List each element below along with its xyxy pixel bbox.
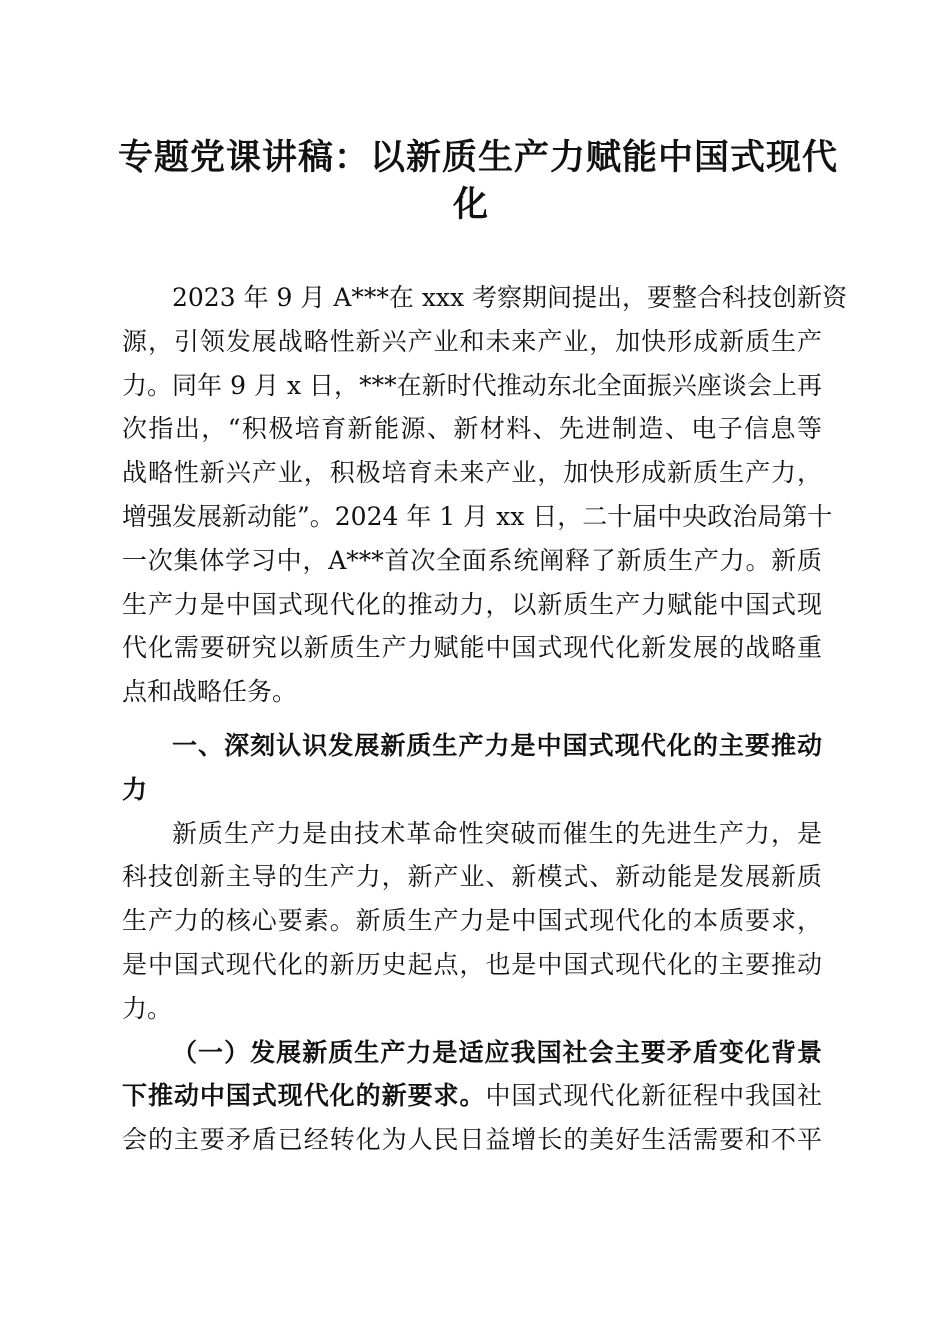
text-segment: 新质生产力是由技术革命性突破而催生的先进生产力，是 (172, 818, 822, 848)
text-segment: 战略性新兴产业，积极培育未来产业，加快形成新质生产力， (122, 458, 822, 488)
paragraph (122, 1031, 822, 1162)
text-line (122, 451, 822, 495)
text-segment: 一次集体学习中，A***首次全面系统阐释了新质生产力。新质 (122, 545, 822, 575)
text-segment: 次指出，“积极培育新能源、新材料、先进制造、电子信息等 (122, 414, 822, 444)
text-line (122, 626, 822, 670)
text-line (122, 670, 822, 714)
text-segment: 点和战略任务。 (122, 677, 298, 707)
text-line (122, 1118, 822, 1162)
title-line-1: 专题党课讲稿：以新质生产力赋能中国式现代 (118, 137, 839, 178)
document-title (118, 134, 839, 228)
title-line-2: 化 (452, 184, 489, 225)
text-line (122, 1031, 822, 1075)
text-line (122, 407, 822, 451)
bold-text: 一、深刻认识发展新质生产力是中国式现代化的主要推动 (172, 730, 822, 760)
bold-text: 力 (122, 774, 148, 804)
text-line (122, 320, 822, 364)
text-line (122, 899, 822, 943)
text-line (122, 276, 848, 320)
text-segment: 生产力的核心要素。新质生产力是中国式现代化的本质要求， (122, 906, 822, 936)
text-segment: 科技创新主导的生产力，新产业、新模式、新动能是发展新质 (122, 862, 822, 892)
text-segment: 力。同年 9 月 x 日，***在新时代推动东北全面振兴座谈会上再 (122, 370, 822, 400)
text-segment: 会的主要矛盾已经转化为人民日益增长的美好生活需要和不平 (122, 1125, 822, 1155)
text-line (122, 1074, 822, 1118)
text-line (122, 987, 822, 1031)
paragraph (122, 276, 848, 714)
bold-text: （一）发展新质生产力是适应我国社会主要矛盾变化背景 (172, 1037, 822, 1067)
text-segment: 中国式现代化新征程中我国社 (485, 1081, 822, 1111)
text-segment: 生产力是中国式现代化的推动力，以新质生产力赋能中国式现 (122, 589, 822, 619)
document-body (122, 276, 848, 1162)
section-heading (122, 724, 822, 812)
text-line (122, 583, 822, 627)
text-segment: 源，引领发展战略性新兴产业和未来产业，加快形成新质生产 (122, 326, 822, 356)
text-segment: 增强发展新动能”。2024 年 1 月 xx 日，二十届中央政治局第十 (122, 501, 833, 531)
text-segment: 力。 (122, 993, 173, 1023)
text-line (122, 495, 833, 539)
text-line (122, 812, 822, 856)
text-line (122, 539, 822, 583)
text-segment: 是中国式现代化的新历史起点，也是中国式现代化的主要推动 (122, 949, 822, 979)
text-line (122, 855, 822, 899)
paragraph (122, 812, 822, 1031)
text-line (122, 943, 822, 987)
text-line (122, 364, 822, 408)
text-segment: 代化需要研究以新质生产力赋能中国式现代化新发展的战略重 (122, 633, 822, 663)
text-line (122, 724, 822, 768)
text-segment: 2023 年 9 月 A***在 xxx 考察期间提出，要整合科技创新资 (172, 283, 848, 312)
text-line (122, 768, 822, 812)
bold-text: 下推动中国式现代化的新要求。 (122, 1081, 486, 1111)
